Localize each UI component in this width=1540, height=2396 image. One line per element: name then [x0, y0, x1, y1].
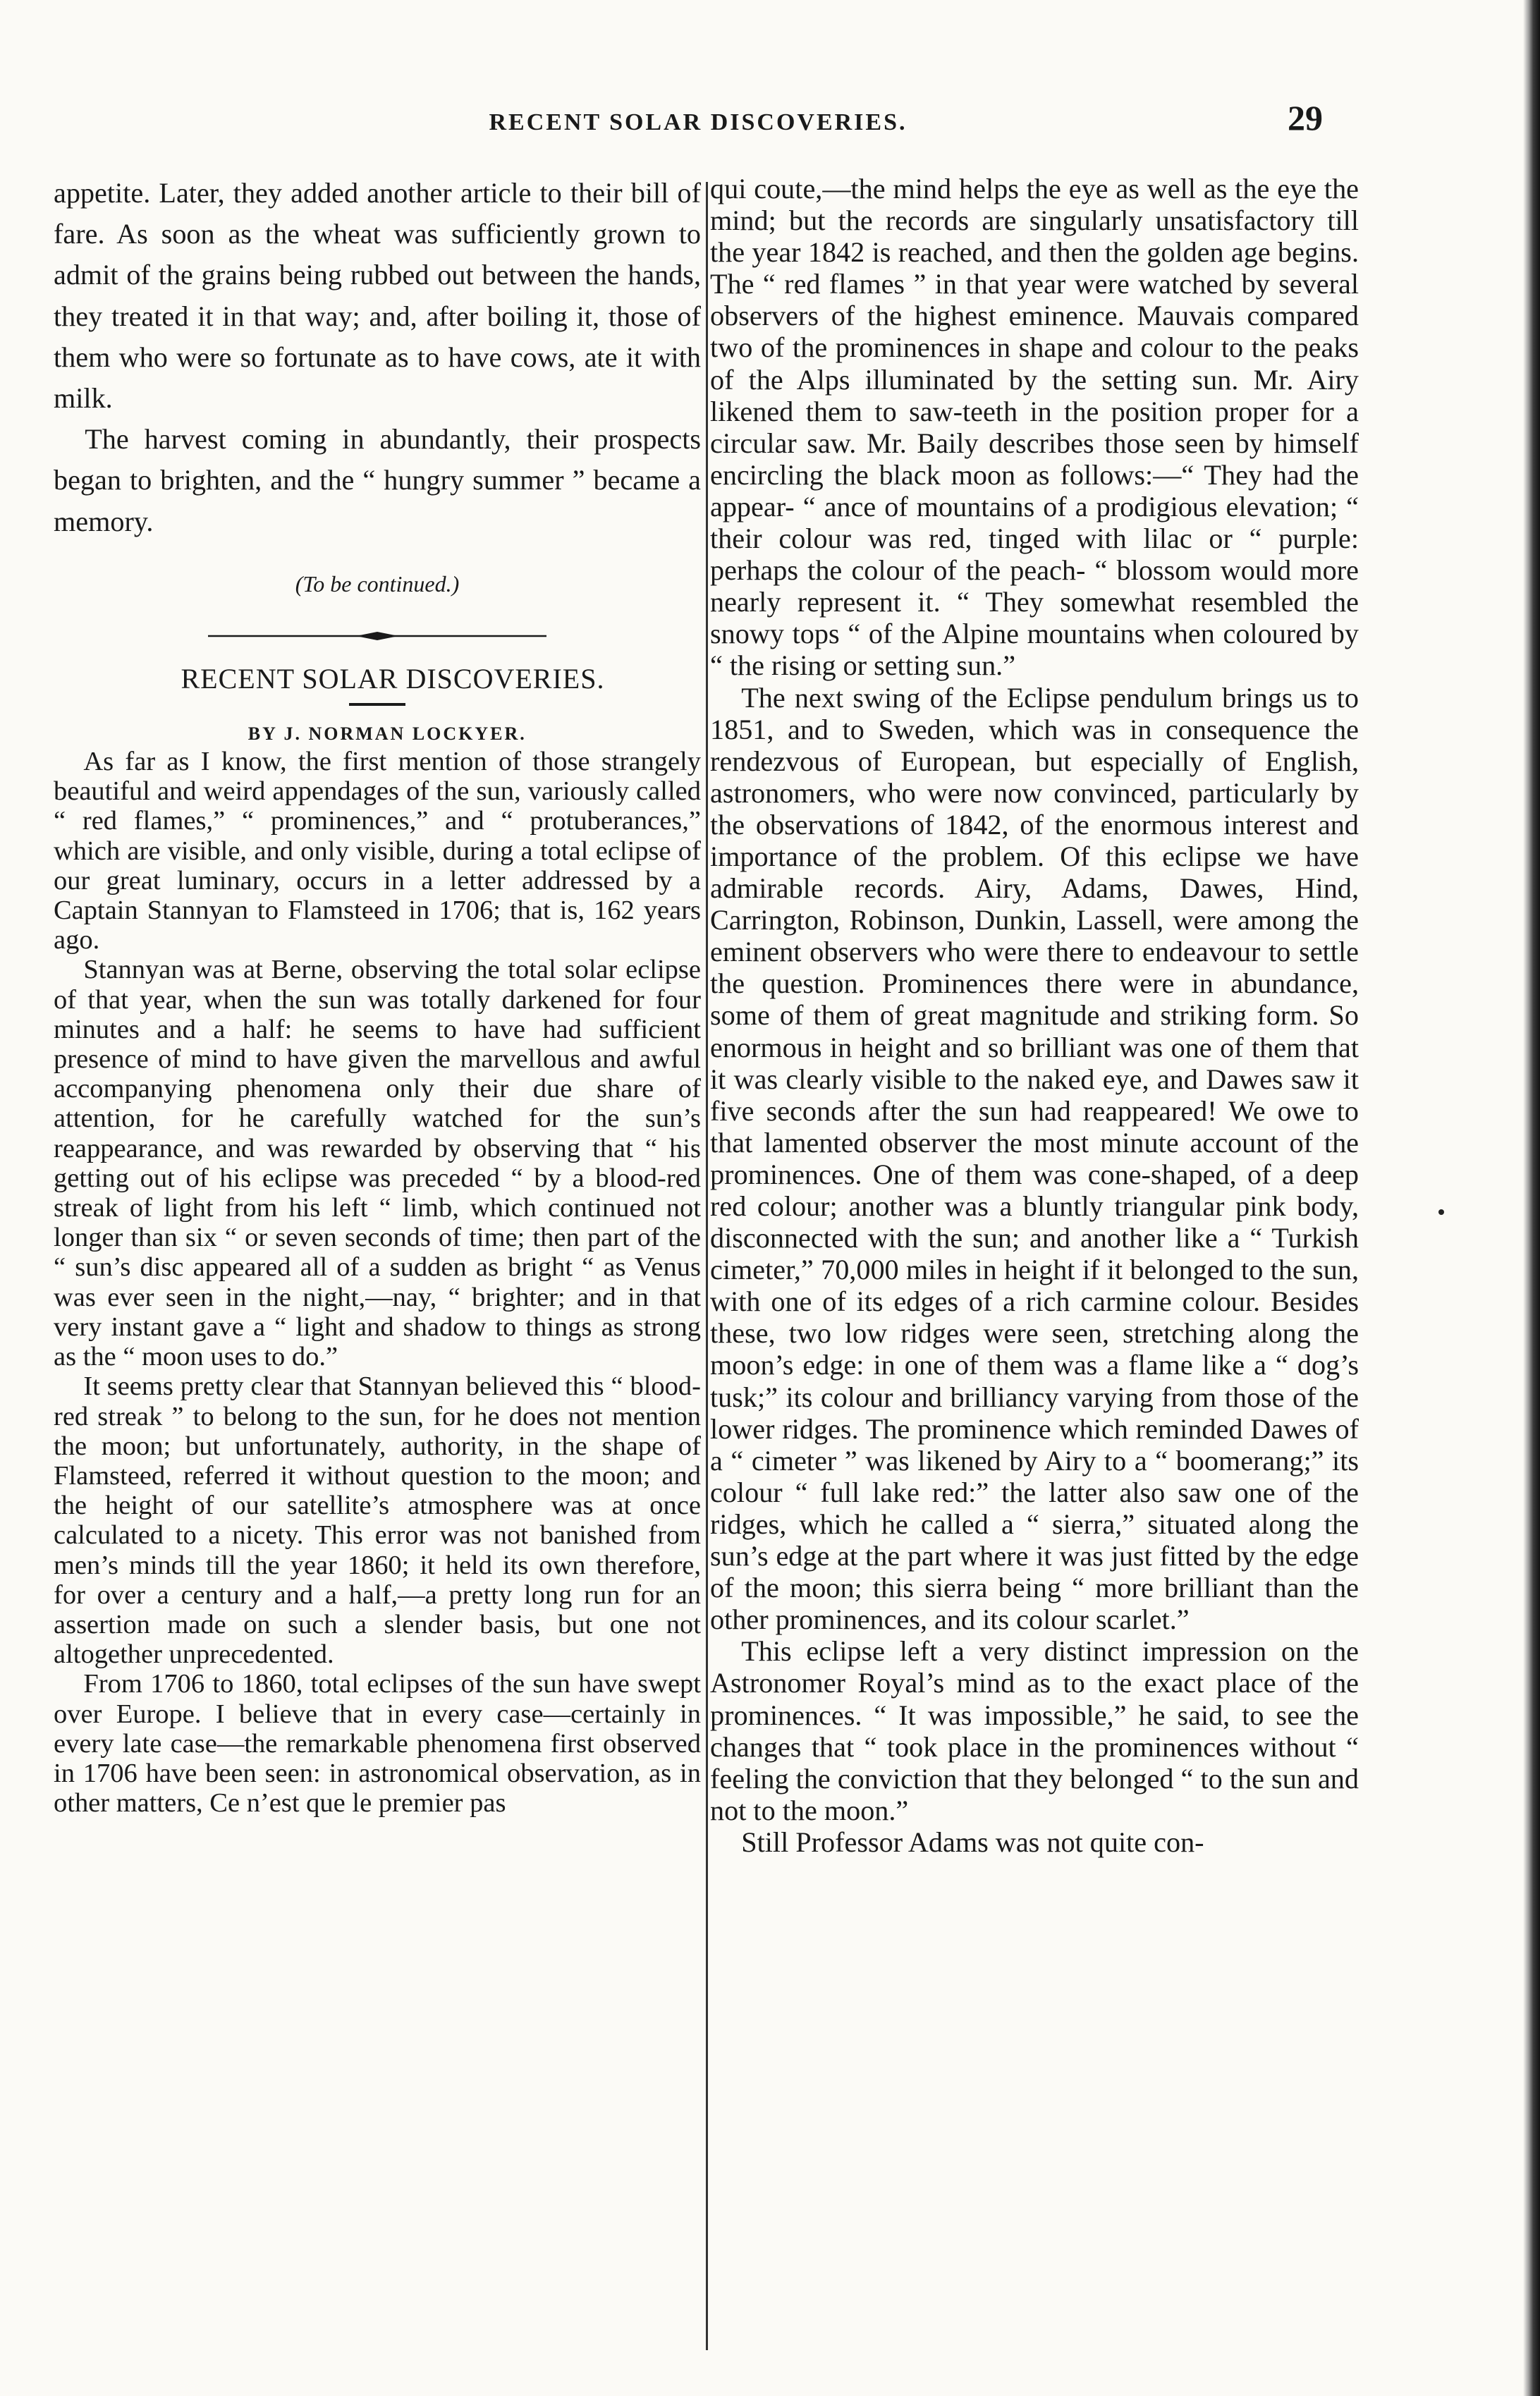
article-paragraph: From 1706 to 1860, total eclipses of the sun have swept over Europe. I believe that in every case—certainly in every late case—the remarkable phenomena first observed in 1706 have been seen: in astronomical observation, as in other matters, Ce n’est que le premier pas: [54, 1669, 701, 1819]
carryover-paragraph: The harvest coming in abundantly, their prospects began to brighten, and the “ hungry summer ” became a memory.: [54, 423, 701, 537]
title-rule: [349, 703, 405, 706]
left-column: [54, 173, 701, 1818]
scanned-page-edge: [1523, 0, 1540, 2396]
article-paragraph: Stannyan was at Berne, observing the total solar eclipse of that year, when the sun was totally darkened for four minutes and a half: he seems to have had sufficient presence of mind to have given the marvellous and awful accompanying phenomena only their due share of attention, for he carefully watched for the sun’s reappearance, and was rewarded by observing that “ his getting out of his eclipse was preceded “ by a blood-red streak of light from his left “ limb, which continued not longer than six “ or seven seconds of time; then part of the “ sun’s disc appeared all of a sudden as bright “ as Venus was ever seen in the night,—nay, “ brighter; and in that very instant gave a “ light and shadow to things as strong as the “ moon uses to do.”: [54, 955, 701, 1372]
article-paragraph: Still Professor Adams was not quite con-: [741, 1826, 1204, 1858]
article-paragraph: It seems pretty clear that Stannyan believed this “ blood-red streak ” to belong to the sun, for he does not mention the moon; but unfortunately, authority, in the shape of Flamsteed, referred it without question to the moon; and the height of our satellite’s atmosphere was at once calculated to a nicety. This error was not banished from men’s minds till the year 1860; it held its own therefore, for over a century and a half,—a pretty long run for an assertion made on such a slender basis, but one not altogether unprecedented.: [54, 1371, 701, 1670]
section-divider-rule: [208, 625, 546, 647]
article-title: RECENT SOLAR DISCOVERIES.: [181, 663, 605, 695]
carryover-paragraph: appetite. Later, they added another article to their bill of fare. As soon as the wheat was sufficiently grown to admit of the grains being rubbed out between the hands, they treated it in that way; and, after boiling it, those of them who were so fortunate as to have cows, ate it with milk.: [54, 177, 701, 415]
article-paragraph: The next swing of the Eclipse pendulum brings us to 1851, and to Sweden, which was in consequence the rendezvous of European, but especially of English, astronomers, who were now convinced, particularly by the observations of 1842, of the enormous interest and importance of the problem. Of this eclipse we have admirable records. Airy, Adams, Dawes, Hind, Carrington, Robinson, Dunkin, Lassell, were among the eminent observers who were there to endeavour to settle the question. Prominences there were in abundance, some of them of great magnitude and striking form. So enormous in height and so brilliant was one of them that it was clearly visible to the naked eye, and Dawes saw it five seconds after the sun had reappeared! We owe to that lamented observer the most minute account of the prominences. One of them was cone-shaped, of a deep red colour; another was a bluntly triangular pink body, disconnected with the sun; and another like a “ Turkish cimeter,” 70,000 miles in height if it belonged to the sun, with one of its edges of a rich carmine colour. Besides these, two low ridges were seen, stretching along the moon’s edge: in one of them was a flame like a “ dog’s tusk;” its colour and brilliancy varying from those of the lower ridges. The prominence which reminded Dawes of a “ cimeter ” was likened by Airy to a “ boomerang;” its colour “ full lake red:” the latter also saw one of the ridges, which he called a “ sierra,” situated along the sun’s edge at the part where it was just fitted by the edge of the moon; this sierra being “ more brilliant than the other prominences, and its colour scarlet.”: [710, 681, 1359, 1636]
article-paragraph: As far as I know, the first mention of those strangely beautiful and weird appendages of the sun, variously called “ red flames,” “ prominences,” and “ protuberances,” which are visible, and only visible, during a total eclipse of our great luminary, occurs in a letter addressed by a Captain Stannyan to Flamsteed in 1706; that is, 162 years ago.: [54, 747, 701, 955]
byline: BY J. NORMAN LOCKYER.: [248, 723, 527, 745]
page-number: 29: [1288, 98, 1323, 137]
right-column: [710, 173, 1359, 1858]
running-head: RECENT SOLAR DISCOVERIES.: [489, 109, 908, 135]
article-paragraph: qui coute,—the mind helps the eye as well as the eye the mind; but the records are singularly unsatisfactory till the year 1842 is reached, and then the golden age begins. The “ red flames ” in that year were watched by several observers of the highest eminence. Mauvais compared two of the prominences in shape and colour to the peaks of the Alps illuminated by the setting sun. Mr. Airy likened them to saw-teeth in the position proper for a circular saw. Mr. Baily describes those seen by himself encircling the black moon as follows:—“ They had the appear- “ ance of mountains of a prodigious elevation; “ their colour was red, tinged with lilac or “ purple: perhaps the colour of the peach- “ blossom would more nearly represent it. “ They somewhat resembled the snowy tops “ of the Alpine mountains when coloured by “ the rising or setting sun.”: [710, 173, 1359, 682]
to-be-continued-note: (To be continued.): [295, 570, 460, 597]
article-paragraph: This eclipse left a very distinct impression on the Astronomer Royal’s mind as to the exact place of the prominences. “ It was impossible,” he said, to see the changes that “ took place in the prominences without “ feeling the conviction that they belonged “ to the sun and not to the moon.”: [710, 1635, 1359, 1826]
ink-speck: [1438, 1209, 1444, 1215]
column-rule: [706, 182, 708, 2350]
